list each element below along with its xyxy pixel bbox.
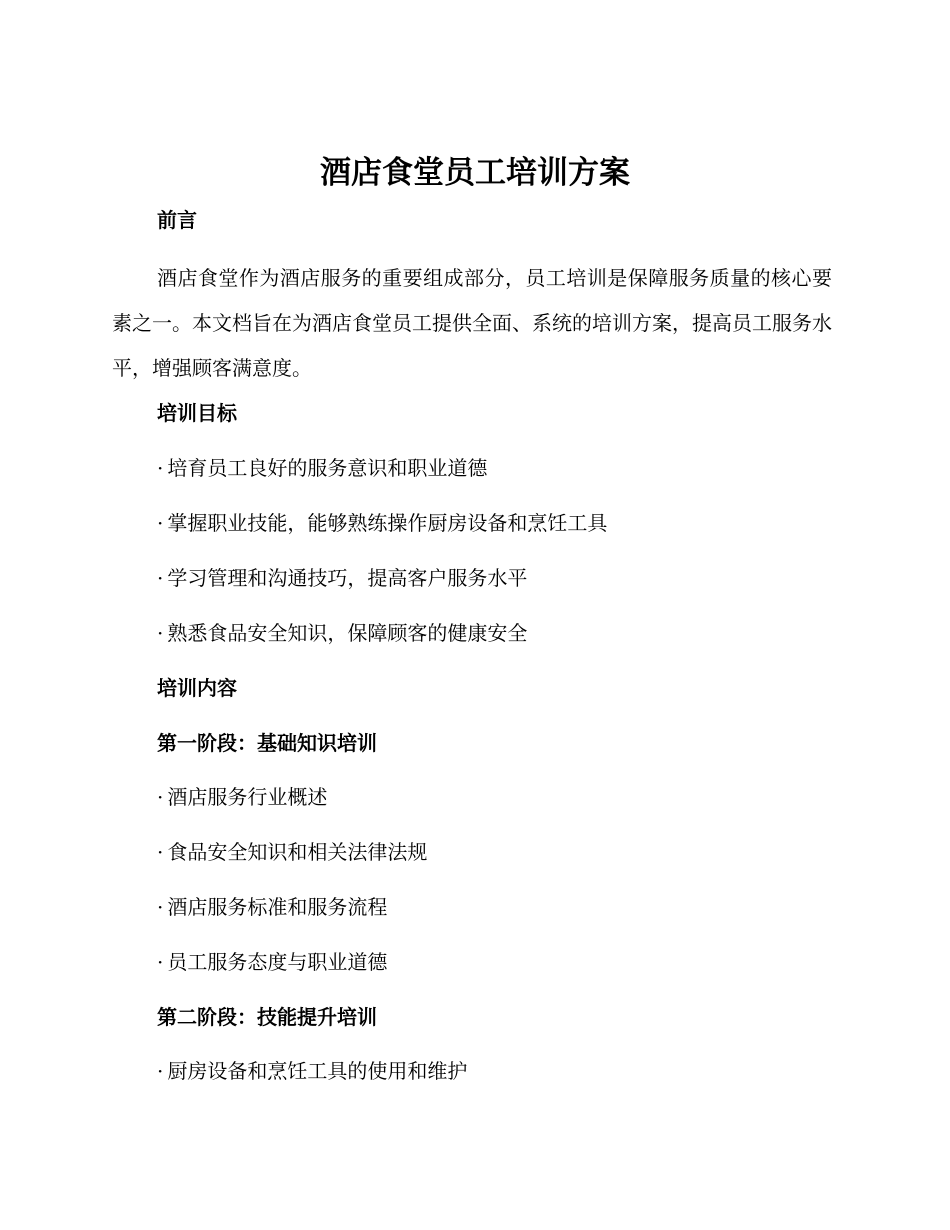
stage1-item-text: 酒店服务行业概述 bbox=[167, 785, 328, 809]
goals-heading: 培训目标 bbox=[157, 401, 237, 425]
preface-heading: 前言 bbox=[157, 208, 197, 232]
bullet-marker: · bbox=[157, 785, 164, 809]
goal-item-text: 掌握职业技能，能够熟练操作厨房设备和烹饪工具 bbox=[167, 511, 608, 535]
stage1-item-text: 员工服务态度与职业道德 bbox=[167, 950, 388, 974]
preface-paragraph: 酒店食堂作为酒店服务的重要组成部分，员工培训是保障服务质量的核心要素之一。本文档旨在为酒店食堂员工提供全面、系统的培训方案，提高员工服务水平，增强顾客满意度。 bbox=[112, 266, 832, 380]
stage1-item bbox=[157, 837, 427, 867]
goal-item bbox=[157, 453, 487, 483]
goal-item-text: 熟悉食品安全知识，保障顾客的健康安全 bbox=[167, 621, 528, 645]
stage1-item bbox=[157, 892, 387, 922]
bullet-marker: · bbox=[157, 566, 164, 590]
stage1-item-text: 酒店服务标准和服务流程 bbox=[167, 895, 388, 919]
bullet-marker: · bbox=[157, 895, 164, 919]
stage1-heading: 第一阶段：基础知识培训 bbox=[157, 731, 377, 755]
goal-item-text: 学习管理和沟通技巧，提高客户服务水平 bbox=[167, 566, 528, 590]
bullet-marker: · bbox=[157, 511, 164, 535]
bullet-marker: · bbox=[157, 1059, 164, 1083]
bullet-marker: · bbox=[157, 456, 164, 480]
stage1-item bbox=[157, 782, 327, 812]
stage2-heading: 第二阶段：技能提升培训 bbox=[157, 1005, 377, 1029]
stage2-item bbox=[157, 1056, 467, 1086]
goal-item bbox=[157, 563, 527, 593]
document-title: 酒店食堂员工培训方案 bbox=[320, 155, 630, 191]
stage2-item-text: 厨房设备和烹饪工具的使用和维护 bbox=[167, 1059, 468, 1083]
bullet-marker: · bbox=[157, 950, 164, 974]
stage1-item bbox=[157, 947, 387, 977]
goal-item bbox=[157, 508, 607, 538]
goal-item-text: 培育员工良好的服务意识和职业道德 bbox=[167, 456, 488, 480]
goal-item bbox=[157, 618, 527, 648]
content-heading: 培训内容 bbox=[157, 676, 237, 700]
stage1-item-text: 食品安全知识和相关法律法规 bbox=[167, 840, 428, 864]
bullet-marker: · bbox=[157, 840, 164, 864]
bullet-marker: · bbox=[157, 621, 164, 645]
